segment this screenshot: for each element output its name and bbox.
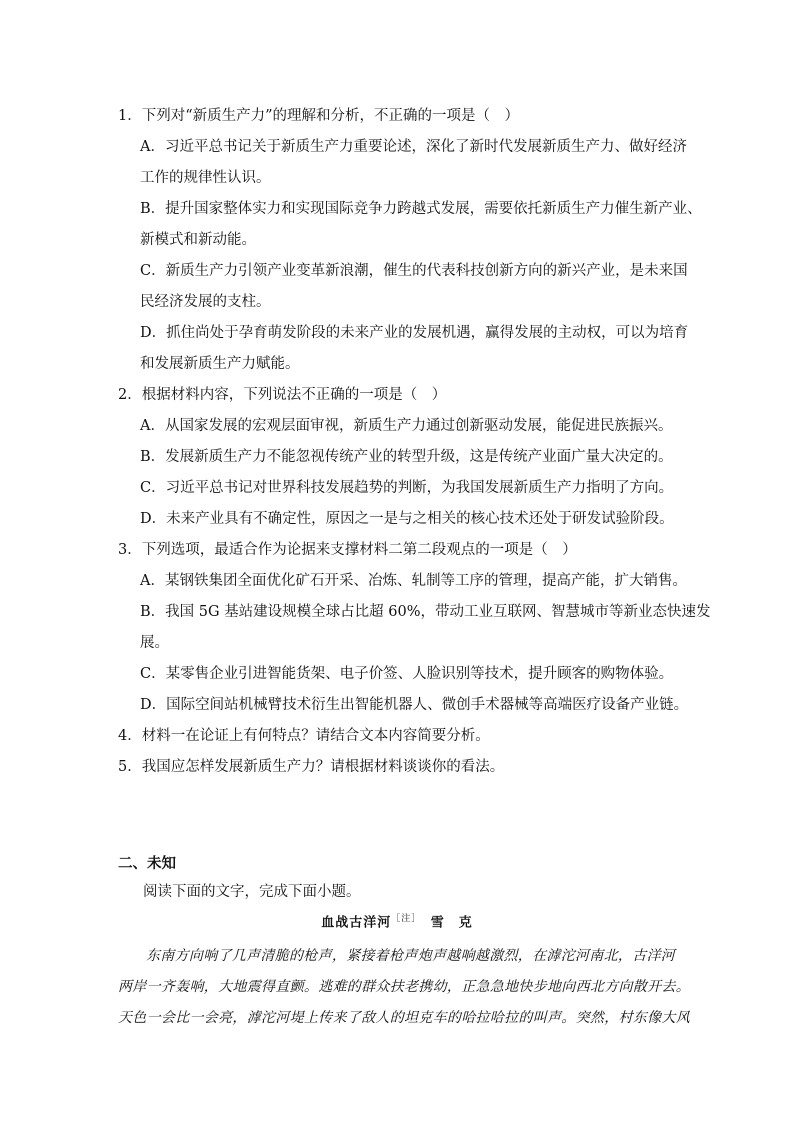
answer-option: D．未来产业具有不确定性，原因之一是与之相关的核心技术还处于研发试验阶段。 [140, 511, 674, 527]
answer-option-continued: 民经济发展的支柱。 [140, 294, 271, 310]
passage-line: 天色一会比一会亮，滹沱河堤上传来了敌人的坦克车的哈拉哈拉的叫声。突然，村东像大风 [118, 1010, 690, 1026]
answer-option: A．从国家发展的宏观层面审视，新质生产力通过创新驱动发展，能促进民族振兴。 [140, 418, 673, 434]
question-stem: 5．我国应怎样发展新质生产力？请根据材料谈谈你的看法。 [118, 759, 505, 775]
question-list [118, 101, 711, 783]
answer-option: D．抓住尚处于孕育萌发阶段的未来产业的发展机遇，赢得发展的主动权，可以为培育 [140, 325, 689, 341]
reading-instruction: 阅读下面的文字，完成下面小题。 [143, 884, 361, 900]
answer-option: C．新质生产力引领产业变革新浪潮，催生的代表科技创新方向的新兴产业，是未来国 [140, 263, 688, 279]
answer-option-continued: 展。 [140, 635, 169, 651]
passage-body [118, 941, 690, 1034]
question-stem: 2．根据材料内容，下列说法不正确的一项是（ ） [118, 387, 447, 403]
question-stem: 3．下列选项，最适合作为论据来支撑材料二第二段观点的一项是（ ） [118, 542, 577, 558]
answer-option: C．习近平总书记对世界科技发展趋势的判断，为我国发展新质生产力指明了方向。 [140, 480, 674, 496]
answer-option: B．发展新质生产力不能忽视传统产业的转型升级，这是传统产业面广量大决定的。 [140, 449, 673, 465]
answer-option: A．习近平总书记关于新质生产力重要论述，深化了新时代发展新质生产力、做好经济 [140, 139, 687, 155]
answer-option: B．我国 5G 基站建设规模全球占比超 60%，带动工业互联网、智慧城市等新业态快速发 [140, 604, 711, 620]
answer-option: A．某钢铁集团全面优化矿石开采、冶炼、轧制等工序的管理，提高产能，扩大销售。 [140, 573, 687, 589]
answer-option: C．某零售企业引进智能货架、电子价签、人脸识别等技术，提升顾客的购物体验。 [140, 666, 674, 682]
answer-option-continued: 工作的规律性认识。 [140, 170, 271, 186]
passage-line: 两岸一齐轰响，大地震得直颤。逃难的群众扶老携幼，正急急地快步地向西北方向散开去。 [118, 979, 690, 995]
passage-author: 雪 克 [430, 915, 473, 931]
section-heading: 二、未知 [118, 856, 176, 872]
answer-option-continued: 新模式和新动能。 [140, 232, 256, 248]
answer-option: D．国际空间站机械臂技术衍生出智能机器人、微创手术器械等高端医疗设备产业链。 [140, 697, 689, 713]
answer-option: B．提升国家整体实力和实现国际竞争力跨越式发展，需要依托新质生产力催生新产业、 [140, 201, 702, 217]
passage-note-marker: ［注］ [391, 914, 417, 924]
question-stem: 4．材料一在论证上有何特点？请结合文本内容简要分析。 [118, 728, 490, 744]
question-stem: 1．下列对“新质生产力”的理解和分析，不正确的一项是（ ） [118, 108, 520, 124]
passage-title [0, 911, 794, 930]
passage-title-text: 血战古洋河 [321, 915, 392, 931]
answer-option-continued: 和发展新质生产力赋能。 [140, 356, 300, 372]
passage-line: 东南方向响了几声清脆的枪声，紧接着枪声炮声越响越激烈，在滹沱河南北，古洋河 [146, 948, 676, 964]
